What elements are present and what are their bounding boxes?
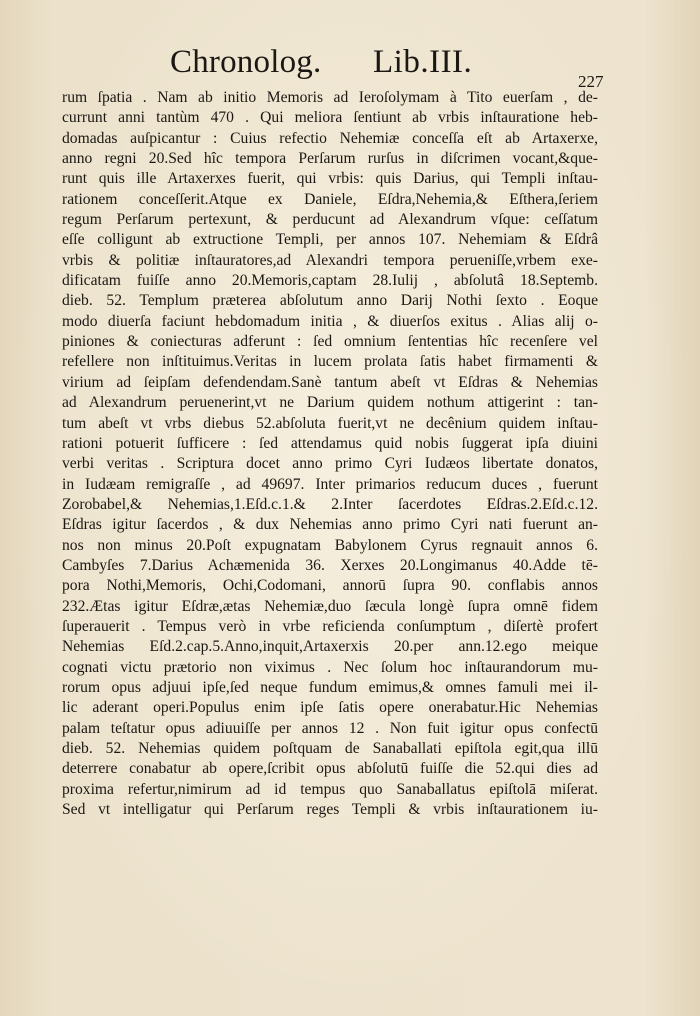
- book-number: Lib.III.: [373, 44, 473, 80]
- text-line: Zorobabel,& Nehemias,1.Eſd.c.1.& 2.Inter ſacerdotes Eſdras.2.Eſd.c.12.: [62, 495, 598, 513]
- text-line: dieb. 52. Nehemias quidem poſtquam de Sanaballati epiſtola egit,qua illū: [62, 740, 598, 757]
- text-line: piniones & coniecturas adferunt : ſed omnium ſententias hîc recenſere vel: [62, 333, 598, 351]
- text-line: regum Perſarum pertexunt, & perducunt ad Alexandrum vſque: ceſſatum: [62, 211, 598, 229]
- text-line: palam teſtatur opus adiuuiſſe per annos 12 . Non fuit igitur opus confectū: [62, 719, 598, 737]
- text-line: nos non minus 20.Poſt expugnatam Babylonem Cyrus regnauit annos 6.: [62, 536, 598, 554]
- text-line: 232.Ætas igitur Eſdræ,ætas Nehemiæ,duo ſæcula longè ſupra omnē fidem: [62, 597, 598, 615]
- text-line: domadas auſpicantur : Cuius refectio Nehemiæ conceſſa eſt ab Artaxerxe,: [62, 129, 598, 147]
- text-line: cognati victu prætorio non viximus . Nec ſolum hoc inſtaurandorum mu-: [62, 658, 598, 676]
- text-line: currunt anni tantùm 470 . Qui meliora ſentiunt ab vrbis inſtauratione heb-: [62, 109, 598, 127]
- text-line: tum abeſt vt vrbs diebus 52.abſoluta fuerit,vt ne decênium quidem inſtau-: [62, 414, 598, 432]
- text-line: runt quis ille Artaxerxes fuerit, qui vrbis: quis Darius, qui Templi inſtau-: [62, 170, 598, 188]
- page-number: 227: [578, 72, 604, 91]
- text-line: rum ſpatia . Nam ab initio Memoris ad Ieroſolymam à Tito euerſam , de-: [62, 89, 598, 106]
- page-header: [0, 44, 700, 91]
- text-line: verbi veritas . Scriptura docet anno primo Cyri Iudæos libertate donatos,: [62, 455, 598, 473]
- text-line: Eſdras igitur ſacerdos , & dux Nehemias anno primo Cyri nati fuerunt an-: [62, 516, 598, 534]
- text-line: dieb. 52. Templum præterea abſolutum anno Darij Nothi ſexto . Eoque: [62, 292, 598, 310]
- text-line: rorum opus adjuui ipſe,ſed neque fundum emimus,& omnes famuli mei il-: [62, 678, 598, 696]
- text-line: eſſe colligunt ab extructione Templi, per annos 107. Nehemiam & Eſdrâ: [62, 231, 598, 249]
- text-line: Sed vt intelligatur qui Perſarum reges Templi & vrbis inſtaurationem iu-: [62, 801, 598, 819]
- text-line: refellere non inſtituimus.Veritas in lucem prolata ſatis habet firmamenti &: [62, 353, 598, 371]
- text-line: Nehemias Eſd.2.cap.5.Anno,inquit,Artaxerxis 20.per ann.12.ego meique: [62, 638, 598, 656]
- text-line: pora Nothi,Memoris, Ochi,Codomani, annorū ſupra 90. conflabis annos: [62, 577, 598, 595]
- text-line: vrbis & politiæ inſtauratores,ad Alexandri tempora perueniſſe,vrbem exe-: [62, 251, 598, 269]
- text-line: modo diuerſa faciunt hebdomadum initia , & diuerſos exitus . Alias alij o-: [62, 312, 598, 330]
- text-line: Cambyſes 7.Darius Achæmenida 36. Xerxes 20.Longimanus 40.Adde tē-: [62, 556, 598, 574]
- text-line: proxima refertur,nimirum ad id tempus quo Sanaballatus epiſtolā miſerat.: [62, 780, 598, 798]
- text-line: virium ad ſeipſam defendendam.Sanè tantum abeſt vt Eſdras & Nehemias: [62, 373, 598, 391]
- text-line: rationem conceſſerit.Atque ex Daniele, Eſdra,Nehemia,& Eſthera,ſeriem: [62, 190, 598, 208]
- text-line: dificatam fuiſſe anno 20.Memoris,captam 28.Iulij , abſolutâ 18.Septemb.: [62, 272, 598, 290]
- running-title: Chronolog.: [170, 44, 322, 80]
- text-line: rationi potuerit ſufficere : ſed attendamus quid nobis ſuggerat ipſa diuini: [62, 434, 598, 452]
- text-line: lic aderant operi.Populus enim ipſe ſatis opere onerabatur.Hic Nehemias: [62, 699, 598, 717]
- text-line: ſuperauerit . Tempus verò in vrbe reficienda conſumptum , diſertè profert: [62, 617, 598, 635]
- text-line: deterrere conabatur ab opere,ſcribit opus abſolutū fuiſſe die 52.qui dies ad: [62, 760, 598, 778]
- text-line: in Iudæam remigraſſe , ad 49697. Inter primarios reducum duces , fuerunt: [62, 475, 598, 493]
- text-line: ad Alexandrum peruenerint,vt ne Darium quidem nothum attigerint : tan-: [62, 394, 598, 412]
- body-text: [62, 88, 598, 820]
- text-line: anno regni 20.Sed hîc tempora Perſarum rurſus in diſcrimen vocant,&que-: [62, 150, 598, 168]
